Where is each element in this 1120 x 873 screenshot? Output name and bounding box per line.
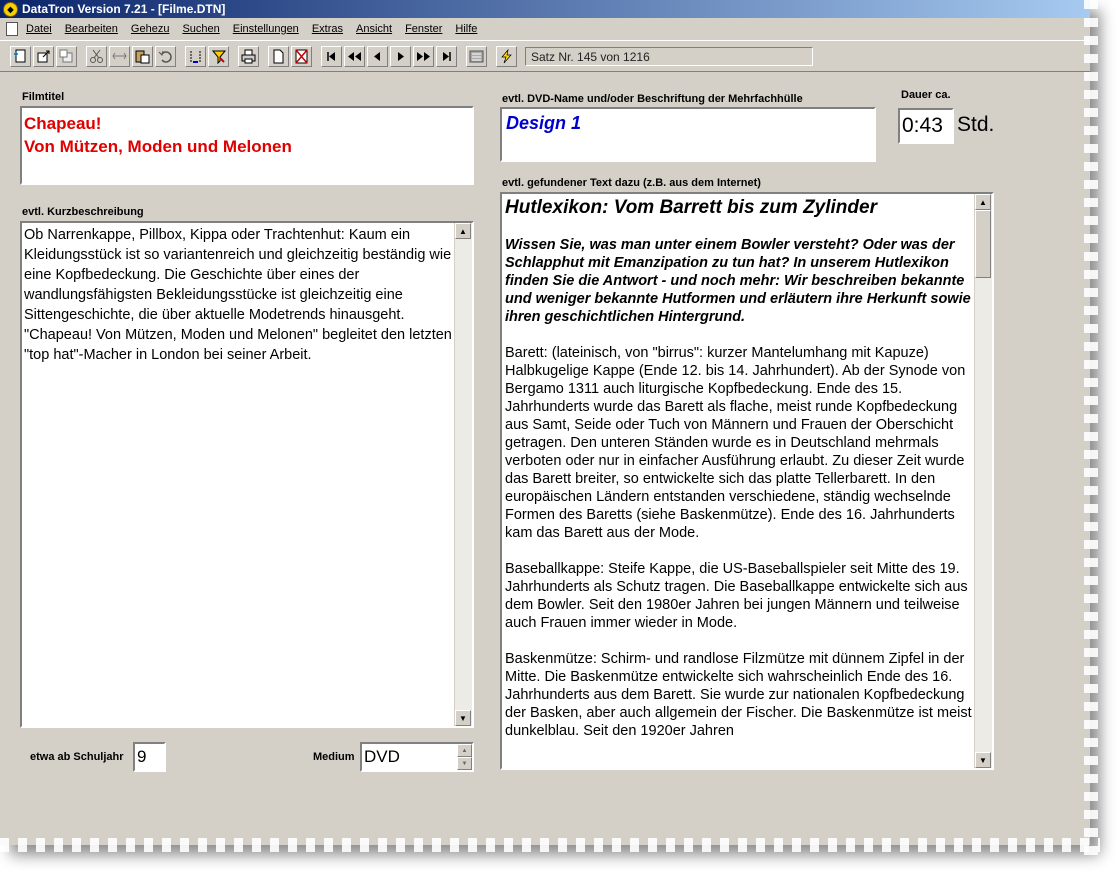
scroll-up-button[interactable]: ▲ <box>975 194 991 210</box>
scroll-down-button[interactable]: ▼ <box>455 710 471 726</box>
spin-down-icon[interactable]: ▼ <box>457 757 472 770</box>
toolbar <box>0 40 1090 72</box>
short-description-scrollbar[interactable] <box>454 223 472 726</box>
filter-icon[interactable] <box>208 46 229 67</box>
found-text-heading: Hutlexikon: Vom Barrett bis zum Zylinder <box>505 197 877 218</box>
previous-record-icon[interactable] <box>367 46 388 67</box>
blank-page-icon[interactable] <box>268 46 289 67</box>
scroll-up-button[interactable]: ▲ <box>455 223 471 239</box>
duration-unit: Std. <box>957 113 995 136</box>
import-icon[interactable] <box>56 46 77 67</box>
medium-value: DVD <box>364 747 400 766</box>
app-logo-icon[interactable]: ◆ <box>3 2 18 17</box>
duration-field[interactable] <box>898 108 954 144</box>
menu-bar <box>0 19 1090 38</box>
found-text-paragraph: Barett: (lateinisch, von "birrus": kurzer Mantelumhang mit Kapuze) Halbkugelige Kappe (Ende 12. bis 14. Jahrhundert). Ab der Synode von Bergamo 1311 auch liturgische Kopfbedeckung. Ende des 15. Jahrhunderts wurde das Barett als flache, meist runde Kopfbedeckung aus Samt, Seide oder Tuch von Männern und Frauen der Oberschicht getragen. Den unteren Ständen wurde es in Deutschland mehrmals verboten oder nur in einfacher Ausführung erlaubt. Zu dieser Zeit wurde das Barett breiter, so entwickelte sich das platte Tellerbarett. In den europäischen Ländern entstanden verschiedene, ständig wechselnde Formen des Baretts (siehe Baskenmütze). Ende des 16. Jahrhunderts kam das Barett aus der Mode. <box>505 345 966 541</box>
found-text-field[interactable] <box>500 192 994 770</box>
print-icon[interactable] <box>238 46 259 67</box>
sort-icon[interactable] <box>185 46 206 67</box>
menu-hilfe[interactable]: Hilfe <box>455 22 478 35</box>
found-text-label: evtl. gefundener Text dazu (z.B. aus dem Internet) <box>502 177 761 189</box>
torn-edge-decoration <box>0 838 1100 852</box>
dvd-name-value: Design 1 <box>506 113 582 133</box>
grade-value: 9 <box>137 747 147 766</box>
dvd-name-label: evtl. DVD-Name und/oder Beschriftung der Mehrfachhülle <box>502 93 803 105</box>
short-description-text: Ob Narrenkappe, Pillbox, Kippa oder Trachtenhut: Kaum ein Kleidungsstück ist so variantenreich und gleichzeitig beständig wie eine Kopfbedeckung. Die Geschichte über eines der wandlungsfähigsten Bekleidungsstücke ist gleichzeitig eine Sittengeschichte, die über aktuelle Modetrends hinausgeht. "Chapeau! Von Mützen, Moden und Melonen" begleitet den letzten "top hat"-Macher in London bei seiner Arbeit. <box>24 227 452 363</box>
record-status: Satz Nr. 145 von 1216 <box>525 47 813 66</box>
grade-field[interactable] <box>133 742 166 772</box>
cut-icon[interactable] <box>86 46 107 67</box>
menu-gehezu[interactable]: Gehezu <box>130 22 170 35</box>
export-icon[interactable] <box>33 46 54 67</box>
duration-label: Dauer ca. <box>901 89 951 101</box>
dvd-name-field[interactable] <box>500 107 876 162</box>
menu-bearbeiten[interactable]: Bearbeiten <box>64 22 118 35</box>
delete-record-icon[interactable] <box>291 46 312 67</box>
menu-fenster[interactable]: Fenster <box>405 22 443 35</box>
menu-extras[interactable]: Extras <box>311 22 343 35</box>
title-value: Chapeau! Von Mützen, Moden und Melonen <box>24 114 292 156</box>
window-title: DataTron Version 7.21 - [Filme.DTN] <box>22 2 226 16</box>
menu-ansicht[interactable]: Ansicht <box>356 22 393 35</box>
document-icon[interactable] <box>6 22 18 36</box>
undo-icon[interactable] <box>155 46 176 67</box>
paste-icon[interactable] <box>132 46 153 67</box>
menu-einstellungen[interactable]: Einstellungen <box>232 22 299 35</box>
medium-field[interactable] <box>360 742 474 772</box>
next-record-icon[interactable] <box>390 46 411 67</box>
move-icon[interactable] <box>109 46 130 67</box>
title-bar[interactable] <box>0 0 1090 18</box>
short-description-label: evtl. Kurzbeschreibung <box>22 206 144 218</box>
lightning-icon[interactable] <box>496 46 517 67</box>
menu-suchen[interactable]: Suchen <box>182 22 220 35</box>
last-record-icon[interactable] <box>436 46 457 67</box>
found-text-content <box>505 196 972 758</box>
found-text-paragraph: Baseballkappe: Steife Kappe, die US-Baseballspieler seit Mitte des 19. Jahrhunderts als Schutz tragen. Die Baseballkappe entwickelte sich aus dem Bowler. Seit den 1980er Jahren bei jungen Männern und teilweise auch Frauen immer wieder in Mode. <box>505 561 968 631</box>
duration-value: 0:43 <box>902 114 943 137</box>
medium-label: Medium <box>313 751 355 763</box>
calculator-icon[interactable] <box>466 46 487 67</box>
scroll-thumb[interactable] <box>975 210 991 278</box>
fast-rewind-icon[interactable] <box>344 46 365 67</box>
found-text-intro: Wissen Sie, was man unter einem Bowler versteht? Oder was der Schlapphut mit Emanzipation zu tun hat? In unserem Hutlexikon finden Sie die Antwort - und noch mehr: Wir beschreiben bekannte und weniger bekannte Hutformen und erläutern ihre Herkunft sowie ihren geschichtlichen Hintergrund. <box>505 237 971 325</box>
found-text-scrollbar[interactable] <box>974 194 992 768</box>
fast-forward-icon[interactable] <box>413 46 434 67</box>
short-description-field[interactable] <box>20 221 474 728</box>
short-description-value <box>24 225 452 365</box>
title-field[interactable] <box>20 106 474 185</box>
new-record-icon[interactable] <box>10 46 31 67</box>
title-label: Filmtitel <box>22 91 65 103</box>
menu-datei[interactable]: Datei <box>26 22 52 35</box>
spin-up-icon[interactable]: ▲ <box>457 744 472 757</box>
torn-edge-decoration <box>1084 0 1098 860</box>
medium-spinner[interactable] <box>457 744 472 770</box>
found-text-paragraph: Baskenmütze: Schirm- und randlose Filzmütze mit dünnem Zipfel in der Mitte. Die Baskenmütze entwickelte sich wahrscheinlich Ende des 16. Jahrhunderts aus dem Barett. Sie wurde zur nationalen Kopfbedeckung der Basken, aber auch allgemein der Fischer. Die Baskenmütze ist meist dunkelblau. Seit den 1920er Jahren <box>505 651 972 739</box>
scroll-down-button[interactable]: ▼ <box>975 752 991 768</box>
grade-label: etwa ab Schuljahr <box>30 751 124 763</box>
first-record-icon[interactable] <box>321 46 342 67</box>
